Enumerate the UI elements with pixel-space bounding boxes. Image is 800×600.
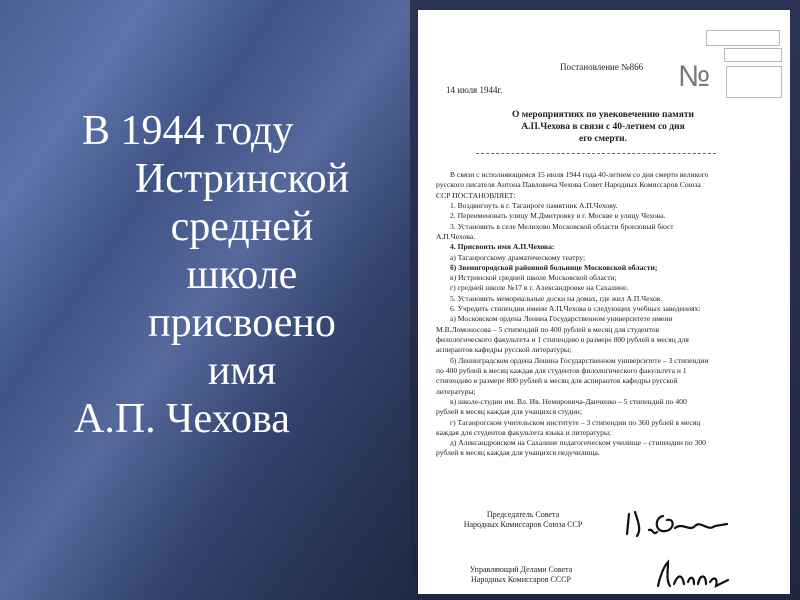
decree-body-line: в) Истринской средней школе Московской области; (450, 273, 617, 283)
decree-date: 14 июля 1944г. (446, 85, 503, 95)
decree-title-line: О мероприятиях по увековечению памяти (511, 110, 695, 120)
decree-body-line: а) Московском ордена Ленина Государственном университете имени (450, 314, 673, 324)
decree-body-line: б) Звенигородской районной больнице Московской области; (450, 262, 658, 272)
archive-stamp (676, 28, 786, 114)
decree-title (488, 110, 718, 146)
decree-body-line: по 400 рублей в месяц каждая для студентов филологического факультета и 1 (436, 365, 687, 375)
stamp-number-mark: № (678, 60, 712, 93)
decree-number: Постановление №866 (560, 62, 644, 72)
title-divider (476, 153, 716, 154)
decree-body-line: В связи с исполняющимся 15 июля 1944 года 40-летием со дня смерти великого (450, 170, 709, 179)
caption-line: Истринской (134, 156, 350, 202)
signature-chadaev (654, 556, 734, 592)
decree-body-line: рублей в месяц каждая для учащихся студии; (436, 407, 582, 417)
caption-line: В 1944 году (82, 108, 294, 154)
decree-body-line: стипендию в размере 800 рублей в месяц для аспирантов кафедры русской (436, 376, 678, 386)
decree-body-line: рублей в месяц каждая для учащихся педучилища. (436, 448, 600, 458)
decree-body-line: г) Таганрогском учительском институте – 3 стипендии по 360 рублей в месяц (450, 417, 701, 427)
signatory-title-line: Управляющий Делами Совета (469, 565, 573, 574)
decree-body-line: 1. Воздвигнуть в г. Таганроге памятник А.П.Чехову. (450, 200, 618, 210)
caption-line: присвоено (148, 300, 336, 346)
decree-body-line: каждая для студентов факультета языка и литературы; (436, 427, 612, 437)
decree-body-line: 6. Учредить стипендии имени А.П.Чехова в следующих учебных заведениях: (450, 304, 701, 314)
signature-block-chairman (458, 510, 588, 531)
decree-body-line: А.П.Чехова. (436, 231, 476, 241)
decree-body-line: в) школе-студии им. Вл. Ив. Немировича-Данченко – 5 стипендий по 400 (450, 396, 687, 406)
decree-body-line: русского писателя Антона Павловича Чехова Совет Народных Комиссаров Союза (436, 180, 701, 190)
decree-body-line: а) Таганрогскому драматическому театру; (450, 252, 586, 262)
signature-stalin (623, 506, 733, 540)
decree-body-line: 3. Установить в селе Мелихово Московской области бронзовый бюст (450, 221, 674, 231)
decree-body-line: литературы; (436, 386, 476, 396)
caption-line: школе (186, 252, 298, 298)
slide-caption (72, 110, 412, 446)
caption-line: средней (170, 204, 314, 250)
signatory-title-line: Председатель Совета (486, 510, 560, 519)
decree-body-line: М.В.Ломоносова – 5 стипендий по 400 рублей в месяц для студентов (436, 324, 660, 334)
decree-title-line: А.П.Чехова в связи с 40-летием со дня (521, 121, 685, 132)
signatory-title-line: Народных Комиссаров Союза ССР (463, 520, 583, 530)
decree-body-line: г) средней школе №17 в г. Александровке на Сахалине. (450, 283, 629, 293)
caption-line: А.П. Чехова (74, 396, 290, 442)
signature-block-manager (446, 565, 596, 586)
decree-title-line: его смерти. (579, 133, 627, 144)
decree-body-line: 5. Установить мемориальные доски на домах, где жил А.П.Чехов. (450, 293, 663, 303)
decree-body (436, 170, 770, 459)
caption-line: имя (207, 348, 277, 394)
signatory-title-line: Народных Комиссаров СССР (471, 575, 571, 585)
decree-body-line: 4. Присвоить имя А.П.Чехова: (450, 242, 555, 252)
decree-body-line: филологического факультета и 1 стипендию в размере 800 рублей в месяц для (436, 335, 689, 344)
decree-body-line: аспирантов кафедры русской литературы; (436, 345, 572, 355)
decree-body-line: б) Ленинградском ордена Ленина Государственном университете – 3 стипендии (450, 355, 709, 365)
decree-document-image (418, 10, 790, 594)
decree-body-line: 2. Переименовать улицу М.Дмитровку в г. Москве в улицу Чехова. (450, 211, 666, 221)
decree-body-line: ССР ПОСТАНОВЛЯЕТ: (436, 190, 516, 200)
decree-body-line: д) Александровском на Сахалине педагогическом училище – стипендии по 300 (450, 438, 706, 448)
